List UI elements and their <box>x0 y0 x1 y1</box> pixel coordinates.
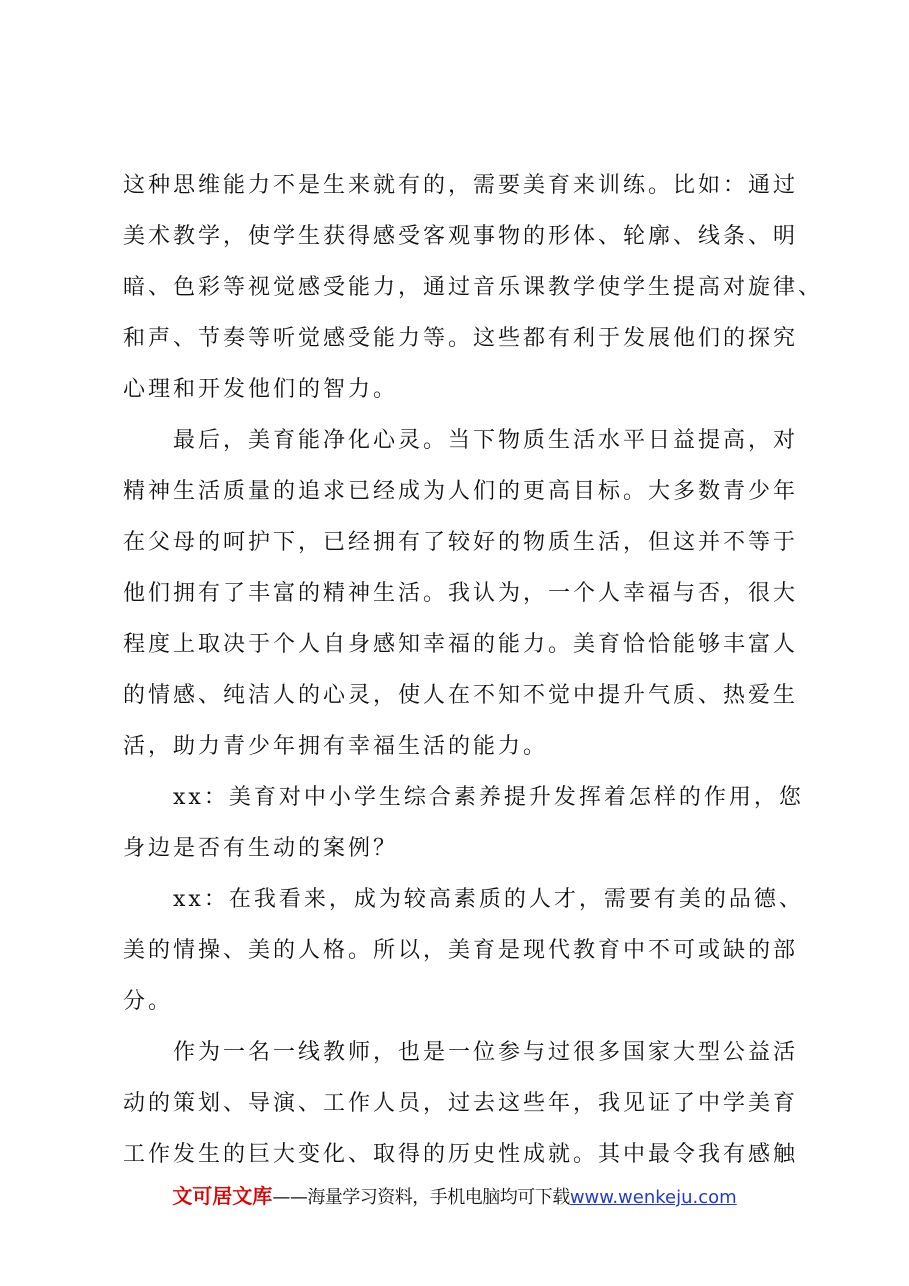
text-line: 最后，美育能净化心灵。当下物质生活水平日益提高，对 <box>123 428 799 453</box>
text-line: 身边是否有生动的案例？ <box>123 836 399 861</box>
text-line: 和声、节奏等听觉感受能力等。这些都有利于发展他们的探究 <box>123 326 799 351</box>
text-line: 美术教学，使学生获得感受客观事物的形体、轮廓、线条、明 <box>123 224 799 249</box>
brand-name: 文可居文库 <box>172 1184 273 1208</box>
text-line: 美的情操、美的人格。所以，美育是现代教育中不可或缺的部 <box>123 938 799 963</box>
website-link[interactable]: www.wenkeju.com <box>569 1187 737 1208</box>
text-line: 活，助力青少年拥有幸福生活的能力。 <box>123 734 549 759</box>
text-line: 工作发生的巨大变化、取得的历史性成就。其中最令我有感触 <box>123 1142 799 1167</box>
text-line: 在父母的呵护下，已经拥有了较好的物质生活，但这并不等于 <box>123 530 799 555</box>
text-line: xx：在我看来，成为较高素质的人才，需要有美的品德、 <box>123 887 804 912</box>
text-line: 分。 <box>123 989 174 1014</box>
text-line: 这种思维能力不是生来就有的，需要美育来训练。比如：通过 <box>123 173 799 198</box>
document-body <box>123 160 823 1180</box>
text-line: 程度上取决于个人自身感知幸福的能力。美育恰恰能够丰富人 <box>123 632 799 657</box>
text-line: 他们拥有了丰富的精神生活。我认为，一个人幸福与否，很大 <box>123 581 799 606</box>
text-line: 暗、色彩等视觉感受能力，通过音乐课教学使学生提高对旋律、 <box>123 275 824 300</box>
text-line: 心理和开发他们的智力。 <box>123 377 399 402</box>
text-line: 精神生活质量的追求已经成为人们的更高目标。大多数青少年 <box>123 479 799 504</box>
footer-banner <box>0 1180 909 1209</box>
text-line: 动的策划、导演、工作人员，过去这些年，我见证了中学美育 <box>123 1091 799 1116</box>
text-line: xx：美育对中小学生综合素养提升发挥着怎样的作用，您 <box>123 785 804 810</box>
text-line: 作为一名一线教师，也是一位参与过很多国家大型公益活 <box>123 1040 799 1065</box>
text-line: 的情感、纯洁人的心灵，使人在不知不觉中提升气质、热爱生 <box>123 683 799 708</box>
footer-slogan: ——海量学习资料，手机电脑均可下载 <box>272 1187 570 1208</box>
